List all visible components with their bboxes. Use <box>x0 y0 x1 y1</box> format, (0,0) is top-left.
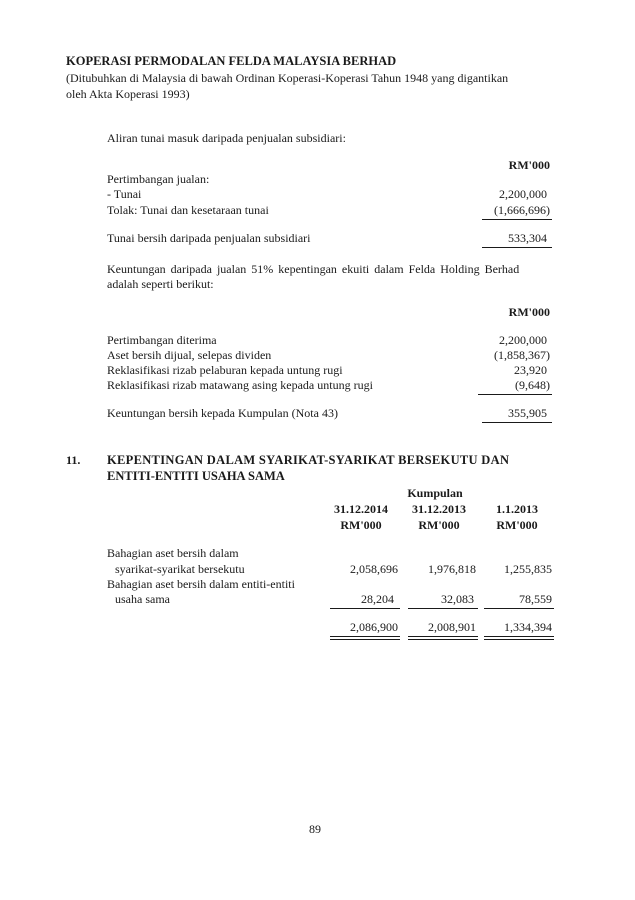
group-header: Kumpulan <box>407 486 463 500</box>
section-total-value: 2,008,901 <box>428 620 476 634</box>
gain-total-value: 355,905 <box>508 406 547 420</box>
gain-intro-line1: Keuntungan daripada jualan 51% kepentingan ekuiti dalam Felda Holding Berhad <box>107 262 520 276</box>
company-subtitle-line1: (Ditubuhkan di Malaysia di bawah Ordinan Koperasi-Koperasi Tahun 1948 yang digantikan <box>66 71 509 85</box>
gain-intro-line2: adalah seperti berikut: <box>107 277 214 291</box>
gain-row-label: Reklasifikasi rizab matawang asing kepada untung rugi <box>107 378 373 392</box>
column-unit: RM'000 <box>340 518 382 532</box>
gain-row-value: (1,858,367) <box>494 348 550 362</box>
section-title-line1: KEPENTINGAN DALAM SYARIKAT-SYARIKAT BERSEKUTU DAN <box>107 453 510 467</box>
cash-total-value: 533,304 <box>508 231 547 245</box>
cash-total-label: Tunai bersih daripada penjualan subsidiari <box>107 231 311 245</box>
associates-value: 1,976,818 <box>428 562 476 576</box>
section-title-line2: ENTITI-ENTITI USAHA SAMA <box>107 469 285 483</box>
subtotal-rule <box>408 608 478 609</box>
total-double-rule <box>408 636 478 640</box>
total-rule <box>482 422 552 423</box>
section-number: 11. <box>66 453 81 467</box>
subtotal-rule <box>482 219 552 220</box>
associates-value: 1,255,835 <box>504 562 552 576</box>
consideration-label: Pertimbangan jualan: <box>107 172 210 186</box>
total-double-rule <box>484 636 554 640</box>
joint-ventures-value: 78,559 <box>519 592 552 606</box>
joint-ventures-value: 28,204 <box>361 592 394 606</box>
gain-total-label: Keuntungan bersih kepada Kumpulan (Nota 43) <box>107 406 338 420</box>
gain-row-label: Pertimbangan diterima <box>107 333 217 347</box>
subtotal-rule <box>330 608 400 609</box>
cash-inflow-intro: Aliran tunai masuk daripada penjualan subsidiari: <box>107 131 346 145</box>
associates-label-line1: Bahagian aset bersih dalam <box>107 546 239 560</box>
company-name: KOPERASI PERMODALAN FELDA MALAYSIA BERHAD <box>66 54 397 68</box>
column-unit: RM'000 <box>418 518 460 532</box>
total-rule <box>482 247 552 248</box>
gain-row-label: Aset bersih dijual, selepas dividen <box>107 348 272 362</box>
gain-currency-header: RM'000 <box>508 305 550 319</box>
column-date: 31.12.2014 <box>334 502 388 516</box>
cash-inflow-currency-header: RM'000 <box>508 158 550 172</box>
joint-ventures-label-line2: usaha sama <box>115 592 170 606</box>
column-unit: RM'000 <box>496 518 538 532</box>
joint-ventures-value: 32,083 <box>441 592 474 606</box>
subtotal-rule <box>484 608 554 609</box>
associates-value: 2,058,696 <box>350 562 398 576</box>
gain-row-value: (9,648) <box>515 378 550 392</box>
cash-row-value: 2,200,000 <box>499 187 547 201</box>
cash-row-label: Tolak: Tunai dan kesetaraan tunai <box>107 203 269 217</box>
gain-row-value: 2,200,000 <box>499 333 547 347</box>
total-double-rule <box>330 636 400 640</box>
company-subtitle-line2: oleh Akta Koperasi 1993) <box>66 87 190 101</box>
column-date: 31.12.2013 <box>412 502 466 516</box>
subtotal-rule <box>478 394 552 395</box>
cash-row-value: (1,666,696) <box>494 203 550 217</box>
section-total-value: 2,086,900 <box>350 620 398 634</box>
page-number: 89 <box>309 822 321 836</box>
associates-label-line2: syarikat-syarikat bersekutu <box>115 562 245 576</box>
joint-ventures-label-line1: Bahagian aset bersih dalam entiti-entiti <box>107 577 295 591</box>
section-total-value: 1,334,394 <box>504 620 552 634</box>
column-date: 1.1.2013 <box>496 502 538 516</box>
gain-row-label: Reklasifikasi rizab pelaburan kepada untung rugi <box>107 363 343 377</box>
gain-row-value: 23,920 <box>514 363 547 377</box>
cash-row-label: - Tunai <box>107 187 142 201</box>
